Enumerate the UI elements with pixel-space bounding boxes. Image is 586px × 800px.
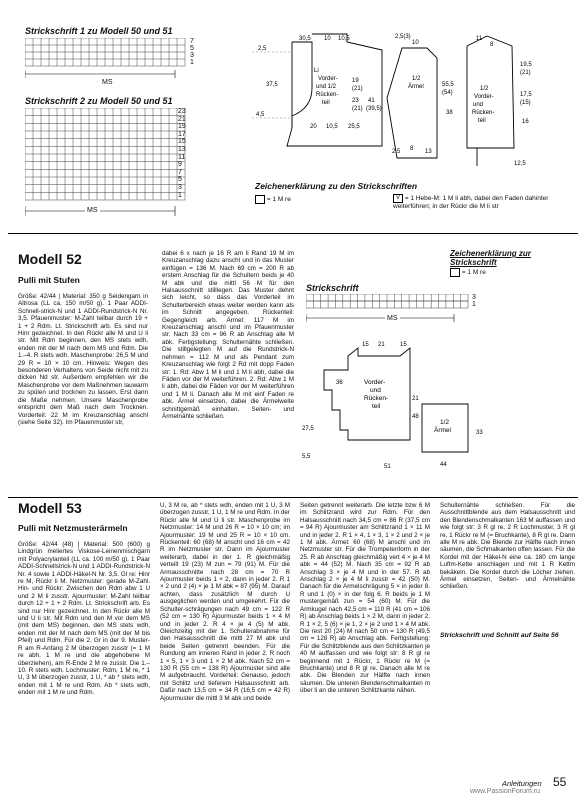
svg-text:38: 38 bbox=[446, 110, 453, 116]
modell52-chart-ms: MS bbox=[387, 315, 398, 322]
svg-text:17,5: 17,5 bbox=[520, 92, 532, 98]
svg-text:21: 21 bbox=[378, 342, 385, 348]
svg-text:Rücken-: Rücken- bbox=[316, 92, 339, 98]
svg-text:44: 44 bbox=[440, 462, 447, 468]
chart2-row-numbers: 23 21 19 17 15 13 11 9 7 5 3 1 bbox=[178, 108, 186, 199]
modell53-subtitle: Pulli mit Netzmusterärmeln bbox=[18, 523, 128, 533]
svg-text:36: 36 bbox=[336, 380, 343, 386]
svg-text:(15): (15) bbox=[520, 100, 531, 106]
svg-text:8: 8 bbox=[410, 146, 414, 152]
modell52-chart-rows: 3 1 bbox=[472, 294, 476, 308]
knit-symbol-icon bbox=[255, 195, 265, 204]
svg-text:15: 15 bbox=[400, 342, 407, 348]
modell53-col2: U, 3 M re, ab * stets wdh, enden mit 1 U, 3 M überzogen zusstr, 1 U, 1 M re und Rdm. In der Rückr alle M und U li str. Maschenprobe im Netzmuster: 14 M und 26 R = 10 × 10 cm; im Ajourmuster: 19 M und 25 R = 10 × 10 cm. Rückenteil: 60 (68) M anschl und 16 cm = 42 R im Netzmuster str. Dann im Ajourmuster weiterarb, dabei in der 1. R gleichmäßig verteilt 19 (23) M zun = 79 (91) M. Für die Armausschnitte nach 28 cm = 70 R Ajourmuster beids 1 × 2, dann in jeder 2. R 1 × 2 und 2 (4) × je 1 M abk = 87 (95) M. Darauf achten, dass zusätzlich M durch U ausgeglichen werden und umgekehrt. Für die Schulter-schrägungen nach 49 cm = 122 R (52 cm = 130 R) Ajourmuster beids 1 × 4 M und in jeder 2. R 4 × je 4 (5) M abk. Gleichzeitig mit der 1. Schulterabnahme für den Halsausschnitt die mittl 27 M abk und beide Seiten getrennt beenden. Für die Rundung am inneren Rand in jeder 2. R noch 1 × 5, 1 × 3 und 1 × 2 M abk. Nach 52 cm = 130 R (55 cm = 138 R) Ajourmuster sind alle M aufgebraucht. Vorderteil: Genauso, jedoch mit Schlitz und tieferem Halsausschnitt arb. Dafür nach 13,5 cm = 34 R (16,5 cm = 42 R) Ajourmuster die mittl 3 M abk und beide bbox=[160, 502, 290, 702]
modell52-schema bbox=[300, 340, 500, 485]
chart1-ms: MS bbox=[102, 79, 113, 86]
svg-text:41: 41 bbox=[368, 98, 375, 104]
footer-label: Anleitungen bbox=[502, 779, 542, 788]
svg-text:Vorder-: Vorder- bbox=[474, 94, 494, 100]
svg-text:25,5: 25,5 bbox=[348, 124, 360, 130]
svg-text:19: 19 bbox=[352, 78, 359, 84]
modell52-legend-item: = 1 M re bbox=[450, 268, 486, 277]
modell53-col1: Größe: 42/44 (48) | Material: 500 (600) g Lindgrün meliertes Viskose-Leinenmischgarn mit Polyacrylanteil (LL ca. 100 m/50 g). 1 Paar ADDI-Schnellstrick-N und 1 ADDI-Rundstrick-N Nr. 4 sowie 1 ADDI-Häkel-N Nr. 3,5. Gl re: Hinr re M, Rückr li M. Netzmuster: gerade M-Zahl. Hin- und Rückr: Zwischen den Rdm abw 1 U und 2 M li zusstr. Ajourmuster: M-Zahl teilbar durch 12 + 1 + 2 Rdm. Lt. Strickschrift arb. Es sind nur Hinr gezeichnet. In den Rückr alle M und U li str. Mit Rdm und den M vor dem MS (mit dem MS) beginnen, den MS stets wdh, enden mit der M nach dem MS (mit der M bis Pfeil) und Rdm. Für die 2. Gr in der 9. Muster-R am R-Anfang 2 M überzogen zusstr (= 1 M re abh, 1 M re und die abgehobene M überziehen), am R-Ende 2 M re zusstr. Die 1.–10. R stets wdh. Lochmuster: Rdm, 1 M re, * 1 U, 3 M überzogen zusstr, 1 U, * ab * stets wdh, enden mit 1 M re und Rdm. Ab * stets wdh, enden mit 1 M re und Rdm. bbox=[18, 541, 150, 697]
svg-text:23: 23 bbox=[352, 98, 359, 104]
svg-text:15: 15 bbox=[362, 342, 369, 348]
page-number: 55 bbox=[553, 775, 567, 789]
schema-top bbox=[252, 28, 582, 178]
svg-text:und: und bbox=[370, 387, 381, 394]
slip-stitch-symbol-icon: V bbox=[393, 194, 403, 203]
svg-text:2,5: 2,5 bbox=[392, 149, 401, 155]
svg-text:Rücken-: Rücken- bbox=[472, 110, 495, 116]
svg-text:21: 21 bbox=[412, 396, 419, 402]
legend-top-title: Zeichenerklärung zu den Strickschriften bbox=[255, 181, 418, 191]
svg-text:37,5: 37,5 bbox=[266, 82, 278, 88]
modell53-col4: Schulternähte schließen. Für die Ausschnittblende aus dem Halsausschnitt und den Blendenschmalkanten 163 M auffassen und wie folgt str: 3 R gl re, 2 R Lochmuster, 3 R gl re, 1 Rückr re M (= Bruchkante), 8 R gl re. Dann alle M re abk. Die Blende zur Hälfte nach innen säumen, die Schmalkanten offen lassen. Für die Kordel mit der Häkel-N eine ca. 180 cm lange Luftm-Kette anschlagen und mit 1 R Kettm bekäkeln. Die Kordel durch die Löcher ziehen. Ärmel einsetzen, Seiten- und Ärmelnähte schließen. bbox=[440, 502, 575, 591]
legend-top-item2: V = 1 Hebe-M: 1 M li abh, dabei den Faden dahinter weiterführen; in der Rückr die M li str bbox=[393, 195, 549, 211]
svg-text:teil: teil bbox=[478, 118, 486, 124]
svg-text:10,5: 10,5 bbox=[338, 36, 350, 42]
schema-label-vorderteil: Vorder- bbox=[318, 76, 338, 82]
svg-text:(21): (21) bbox=[352, 106, 363, 112]
svg-text:teil: teil bbox=[322, 100, 330, 106]
svg-text:Rücken-: Rücken- bbox=[364, 395, 389, 402]
svg-text:und 1/2: und 1/2 bbox=[316, 84, 337, 90]
modell52-col2: dabei 6 x nach je 16 R am li Rand 19 M im Kreuzanschlag dazu anschl und in das Muster einfügen = 136 M. Nach 69 cm = 200 R ab erstem Anschlag für die Schultern beids je 40 M abk und die mittl 56 M für den Halsausschnitt stilllegen. Das Muster dehnt sich leicht, so dass das Vorderteil im Schulterbereich etwas weiter werden kann als im Schnitt angegeben. Rückenteil: Gegengleich arb. Ärmel: 117 M im Kreuzanschlag anschl und im Pfauenmuster str. Nach 33 cm = 96 R ab Anschlag alle M abk. Fertigstellung: Schulternähte schließen. Die stillgelegten M auf die Rundstrick-N nehmen = 112 M und als Pendant zum Kreuzanschlag wie folgt 2 Rd mit dopp Faden str: 1. Rd: Abw 1 M li und 1 M li abh, dabei die Fäden vor der M weiterführen. 2. Rd: Abw 1 M li abh, dabei die Fäden vor der M weiterführen und 1 M li. Danach alle M mit einf Faden re abk. Ärmel einsetzen, dabei die Ärmelweite schnittgemäß einhalten. Seiten- und Ärmelnähte schließen. bbox=[162, 250, 294, 420]
svg-text:und: und bbox=[473, 102, 484, 108]
svg-text:27,5: 27,5 bbox=[302, 426, 314, 432]
svg-text:teil: teil bbox=[372, 403, 381, 410]
modell53-ref: Strickschrift und Schnitt auf Seite 56 bbox=[440, 632, 559, 639]
svg-text:(39,5): (39,5) bbox=[366, 106, 382, 112]
modell52-legend-title: Zeichenerklärung zur Strickschrift bbox=[450, 249, 531, 267]
svg-text:Ärmel: Ärmel bbox=[408, 84, 424, 90]
svg-text:2,5(3): 2,5(3) bbox=[395, 34, 411, 40]
svg-text:19,5: 19,5 bbox=[520, 62, 532, 68]
modell52-subtitle: Pulli mit Stufen bbox=[18, 275, 80, 285]
knit-symbol-icon bbox=[450, 268, 460, 277]
svg-text:1/2: 1/2 bbox=[440, 419, 450, 426]
svg-text:4,5: 4,5 bbox=[256, 112, 265, 118]
svg-text:5,5: 5,5 bbox=[302, 454, 311, 460]
svg-text:10: 10 bbox=[324, 36, 331, 42]
modell52-title: Modell 52 bbox=[18, 251, 82, 267]
svg-text:33: 33 bbox=[476, 430, 483, 436]
svg-text:16: 16 bbox=[522, 119, 529, 125]
svg-text:1/2: 1/2 bbox=[412, 76, 421, 82]
svg-text:(21): (21) bbox=[352, 86, 363, 92]
chart1-row-numbers: 7 5 3 1 bbox=[190, 38, 194, 66]
svg-text:10: 10 bbox=[412, 40, 419, 46]
svg-text:10,5: 10,5 bbox=[326, 124, 338, 130]
chart1-title: Strickschrift 1 zu Modell 50 und 51 bbox=[25, 26, 173, 36]
svg-text:51: 51 bbox=[384, 464, 391, 470]
modell52-col1: Größe: 42/44 | Material: 350 g Seidengarn in Altrosa (LL ca. 150 m/50 g). 1 Paar ADDI-Schnell-strick-N und 1 ADDI-Rundstrick-N Nr. 3,5. Pfauenmuster: M-Zahl teilbar durch 19 + 1 + 2 Rdm. Lt. Strickschrift arb. Es sind nur Hinr gezeichnet. In den Rückr alle M und U li str. Mit Rdm beginnen, den MS stets wdh, enden mit der M nach dem MS und Rdm. Die 1.–4. R stets wdh. Maschenprobe: 26,5 M und 29 R = 10 × 10 cm. Hinweis: Wegen des besonderen Verhaltens von Seide nicht mit zu dicken Nd str. Außerdem empfehlen wir die Maschenprobe vor dem Maßnehmen lauwarm zu spülen und trocknen zu lassen. Erst dann die Maße nehmen. Unsere Maschenprobe entspricht dem Maß nach dem Trocknen. Vorderteil: 22 M im Kreuzanschlag anschl (siehe Seite 32). Im Pfauenmuster str, bbox=[18, 293, 148, 426]
svg-text:(21): (21) bbox=[520, 70, 531, 76]
svg-text:30,5: 30,5 bbox=[299, 36, 311, 42]
svg-text:(54): (54) bbox=[442, 90, 453, 96]
svg-text:12,5: 12,5 bbox=[514, 161, 526, 167]
svg-text:Ärmel: Ärmel bbox=[434, 427, 451, 434]
svg-text:1/2: 1/2 bbox=[480, 86, 489, 92]
svg-text:55,5: 55,5 bbox=[442, 82, 454, 88]
svg-text:13: 13 bbox=[425, 149, 432, 155]
chart2-ms: MS bbox=[87, 207, 98, 214]
legend-top-item1: = 1 M re bbox=[255, 195, 291, 204]
svg-text:11: 11 bbox=[476, 36, 483, 42]
svg-text:48: 48 bbox=[412, 414, 419, 420]
modell53-title: Modell 53 bbox=[18, 500, 82, 516]
svg-text:8: 8 bbox=[490, 42, 494, 48]
svg-text:20: 20 bbox=[310, 124, 317, 130]
chart2-grid bbox=[25, 108, 200, 225]
modell53-col3: Seiten getrennt weiterarb. Die letzte bzw 6 M im Schlitzrand wird zur Rdm. Für den Halsausschnitt nach 34,5 cm = 86 R (37,5 cm = 94 R) Ajourmuster am Schlitzrand 1 × 11 M und in jeder 2. R 1 × 4, 1 × 3, 1 × 2 und 2 × je 1 M abk. Ärmel: 60 (68) M anschl und im Netzmuster str. Für die Trompetenform in der 25. R ab Anschlag gleichmäßig vert 4 × je 4 M abk = 44 (52) M. Nach 35 cm = 92 R ab Anschlag 3 × je 4 M und in der 57. R ab Anschlag 2 × je 4 M li zusstr = 42 (50) M. Danach für die Armelschrägung 5 × in jeder 8. R und 1 (0) × in der folg 6. R beids je 1 M mustergemäß zun = 54 (60) M. Für die Armkugel nach 42,5 cm = 110 R (41 cm = 106 R) ab Anschlag beids 1 × 2 M, dann in jeder 2. R 1 × 2, 5 (6) × je 1, 2 × je 2 und 1 × 4 M abk. Die rest 20 (24) M nach 50 cm = 130 R (49,5 cm = 128 R) ab Anschlag abk. Fertigstellung: Für die Schlitzblende aus den Schlitzkanten je 40 M auffassen und wie folgt str: 8 R gl re beginnend mit 1 Rückr, 1 Rückr re M (= Bruchkante) und 8 R gl re. Danach alle M re abk. Die Blenden zur Hälfte nach innen säumen. Die unteren Blendenschmalkanten m über li an die unteren Schlitzkante nähen. bbox=[300, 502, 430, 695]
modell52-chart-title: Strickschrift bbox=[306, 283, 359, 293]
svg-text:2,5: 2,5 bbox=[258, 46, 267, 52]
watermark: www.PassionForum.ru bbox=[470, 788, 541, 795]
chart2-title: Strickschrift 2 zu Modell 50 und 51 bbox=[25, 96, 173, 106]
svg-text:Li: Li bbox=[314, 68, 319, 74]
svg-text:Vorder-: Vorder- bbox=[364, 379, 386, 386]
